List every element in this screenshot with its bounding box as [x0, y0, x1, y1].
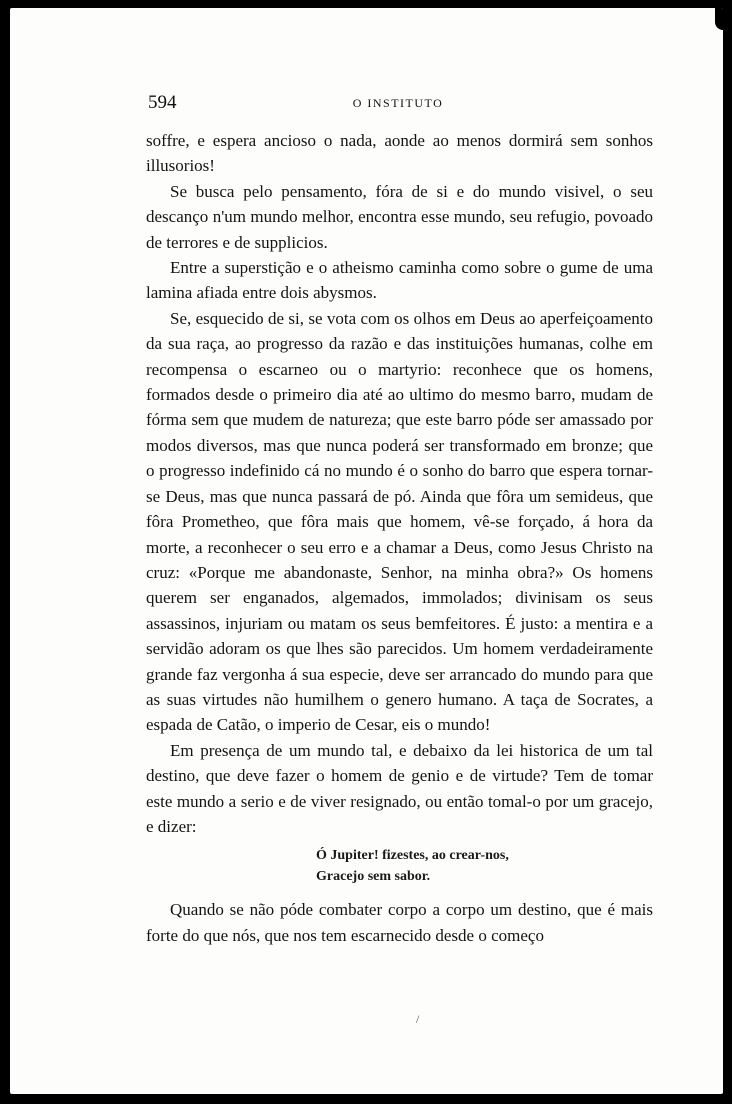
- book-page: [10, 8, 723, 1094]
- verse-quote: [146, 845, 653, 887]
- paragraph-final: Quando se não póde combater corpo a corpo um destino, que é mais forte do que nós, que nos tem escarnecido desde o começo: [146, 900, 653, 945]
- paragraph: Se, esquecido de si, se vota com os olhos em Deus ao aperfeiçoamento da sua raça, ao progresso da razão e das instituições humanas, colhe em recompensa o escarneo ou o martyrio: reconhece que os homens, formados desde o primeiro dia até ao ultimo do mesmo barro, mudam de fórma sem que mudem de natureza; que este barro póde ser amassado por modos diversos, mas que nunca poderá ser transformado em bronze; que o progresso indefinido cá no mundo é o sonho do barro que espera tornar-se Deus, mas que nunca passará de pó. Ainda que fôra um semideus, que fôra Prometheo, que fôra mais que homem, vê-se forçado, á hora da morte, a reconhecer o seu erro e a chamar a Deus, como Jesus Christo na cruz: «Porque me abandonaste, Senhor, na minha obra?» Os homens querem ser enganados, algemados, immolados; divinisam os seus assassinos, injuriam ou matam os seus bemfeitores. É justo: a mentira e a servidão adoram os que lhes são parecidos. Um homem verdadeiramente grande faz vergonha á sua especie, deve ser arrancado do mundo para que as suas virtudes não humilhem o genero humano. A taça de Socrates, a espada de Catão, o imperio de Cesar, eis o mundo!: [146, 308, 653, 735]
- verse-line: Ó Jupiter! fizestes, ao crear-nos,: [316, 848, 509, 864]
- paragraph: Se busca pelo pensamento, fóra de si e do mundo visivel, o seu descanço n'um mundo melhor, encontra esse mundo, seu refugio, povoado de terrores e de supplicios.: [146, 181, 653, 252]
- paragraph: Em presença de um mundo tal, e debaixo da lei historica de um tal destino, que deve fazer o homem de genio e de virtude? Tem de tomar este mundo a serio e de viver resignado, ou então tomal-o por um gracejo, e dizer:: [146, 740, 653, 836]
- stray-ink-mark: /: [416, 1012, 420, 1026]
- page-corner-shadow: [715, 8, 723, 30]
- body-text: [146, 128, 653, 948]
- page-number: 594: [148, 92, 177, 113]
- verse-line: Gracejo sem sabor.: [316, 869, 431, 885]
- paragraph: Entre a superstição e o atheismo caminha como sobre o gume de uma lamina afiada entre dois abysmos.: [146, 258, 653, 303]
- running-title: O INSTITUTO: [352, 96, 444, 110]
- paragraph-continued: soffre, e espera ancioso o nada, aonde ao menos dormirá sem sonhos illusorios!: [146, 131, 653, 176]
- page-header: [148, 92, 648, 116]
